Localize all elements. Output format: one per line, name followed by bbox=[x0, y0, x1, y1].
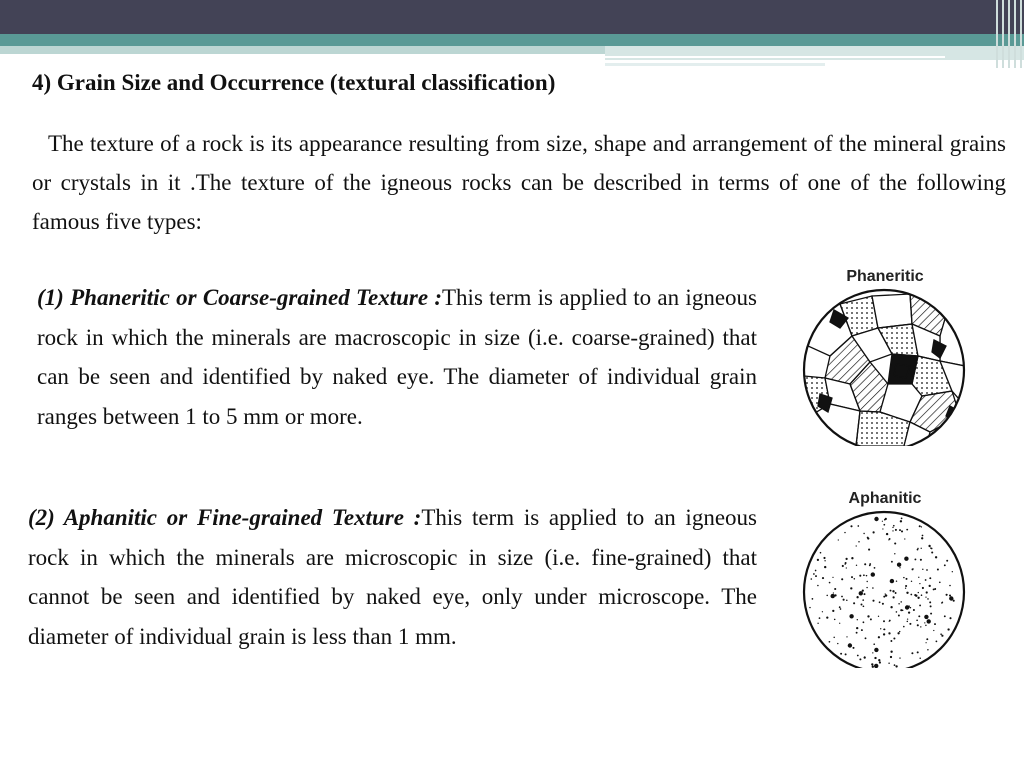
aphanitic-paragraph bbox=[28, 498, 757, 656]
phaneritic-body: This term is applied to an igneous rock in which the minerals are macroscopic in size (i.e. coarse-grained) that can be seen and identified by naked eye. The diameter of individual grain ranges between 1 to 5 mm or more. bbox=[37, 285, 757, 429]
aphanitic-illustration bbox=[800, 488, 970, 668]
phaneritic-illustration bbox=[800, 266, 970, 446]
header-band-line bbox=[605, 56, 945, 58]
aphanitic-heading: (2) Aphanitic or Fine-grained Texture : bbox=[28, 505, 422, 530]
phaneritic-paragraph bbox=[37, 278, 757, 436]
header-band-line-2 bbox=[605, 63, 825, 66]
header-band-light bbox=[0, 46, 605, 54]
header-band-teal bbox=[0, 34, 1024, 46]
aphanitic-body: This term is applied to an igneous rock in which the minerals are microscopic in size (i.e. fine-grained) that cannot be seen and identified by naked eye, only under microscope. The diameter of individual grain is less than 1 mm. bbox=[28, 505, 757, 649]
slide-title: 4) Grain Size and Occurrence (textural classification) bbox=[32, 70, 556, 95]
corner-stripes bbox=[994, 0, 1024, 68]
phaneritic-figure bbox=[800, 266, 970, 446]
aphanitic-figure bbox=[800, 488, 970, 668]
phaneritic-heading: (1) Phaneritic or Coarse-grained Texture : bbox=[37, 285, 442, 310]
aphanitic-label: Aphanitic bbox=[848, 490, 922, 507]
header-band-dark bbox=[0, 0, 1024, 34]
phaneritic-label: Phaneritic bbox=[846, 268, 924, 285]
intro-paragraph: The texture of a rock is its appearance resulting from size, shape and arrangement of the mineral grains or crystals in it .The texture of the igneous rocks can be described in terms of one of the following famous five types: bbox=[32, 131, 1006, 234]
